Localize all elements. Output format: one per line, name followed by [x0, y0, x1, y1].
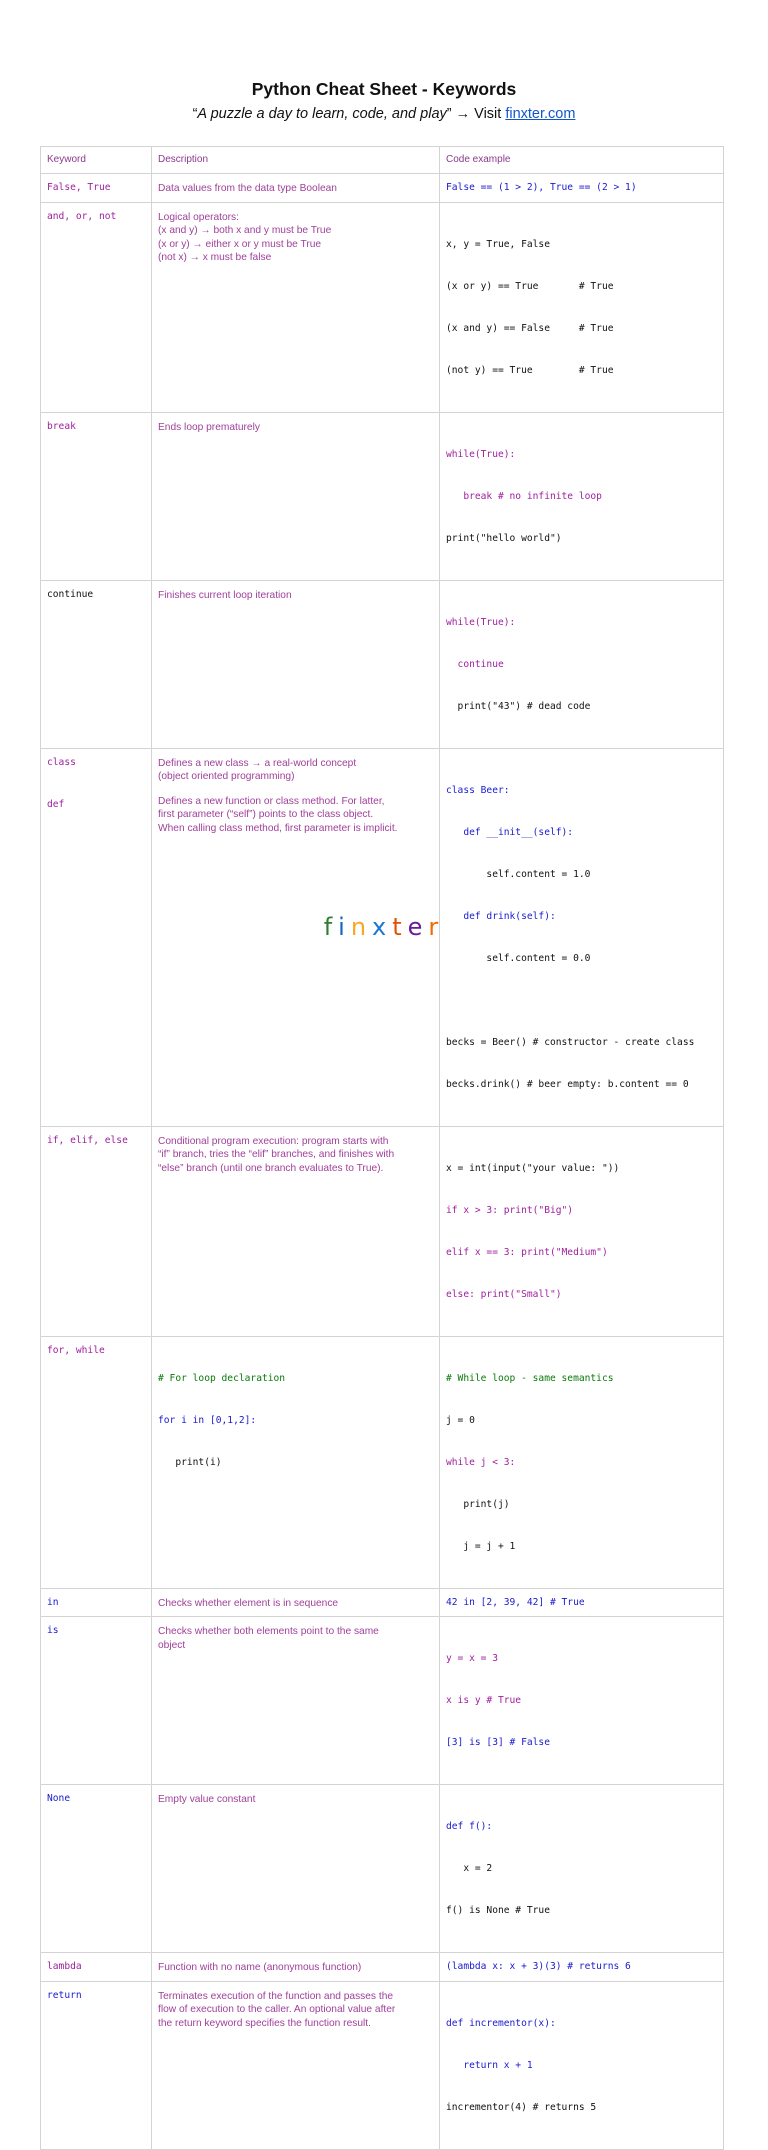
code-line: x, y = True, False [446, 238, 550, 250]
table-row [41, 1126, 724, 1336]
description-line: Finishes current loop iteration [158, 589, 292, 601]
keyword-text: False, True [47, 182, 111, 193]
description-line: Checks whether both elements point to the same [158, 1626, 379, 1638]
code-line: for i in [0,1,2]: [158, 1414, 257, 1426]
keyword-cell [41, 412, 152, 580]
code-line: x = 2 [446, 1863, 493, 1875]
keyword-cell [41, 1981, 152, 2149]
code-line: False == (1 > 2), True == (2 > 1) [446, 182, 637, 193]
code-line: j = 0 [446, 1414, 475, 1426]
description-cell [152, 412, 440, 580]
code-cell [440, 1126, 724, 1336]
description-cell [152, 1617, 440, 1785]
keyword-text: is [47, 1625, 59, 1637]
keywords-table [40, 146, 724, 2150]
code-line: becks = Beer() # constructor - create class [446, 1036, 695, 1048]
table-row [41, 174, 724, 203]
keyword-text: in [47, 1596, 59, 1608]
code-line: (lambda x: x + 3)(3) # returns 6 [446, 1961, 631, 1973]
code-cell-left [152, 1336, 440, 1588]
code-cell [440, 1617, 724, 1785]
keyword-text: break [47, 420, 76, 432]
description-line: the return keyword specifies the function result. [158, 2017, 371, 2029]
code-cell [440, 1953, 724, 1982]
description-line: flow of execution to the caller. An optional value after [158, 2004, 396, 2016]
description-cell [152, 174, 440, 203]
code-line: # For loop declaration [158, 1372, 286, 1384]
code-cell [440, 1785, 724, 1953]
description-line: first parameter (“self”) points to the class object. [158, 809, 374, 821]
code-line: [3] is [3] # False [446, 1737, 550, 1749]
code-line: becks.drink() # beer empty: b.content == 0 [446, 1078, 689, 1090]
description-line: “if” branch, tries the “elif” branches, and finishes with [158, 1149, 395, 1161]
code-cell [440, 412, 724, 580]
keyword-cell [41, 1336, 152, 1588]
table-row [41, 580, 724, 748]
table-row [41, 1785, 724, 1953]
code-line: break # no infinite loop [446, 490, 602, 502]
keyword-cell [41, 1785, 152, 1953]
code-cell [440, 1981, 724, 2149]
description-line: Defines a new function or class method. For latter, [158, 795, 385, 807]
code-cell [440, 202, 724, 412]
code-line: while j < 3: [446, 1456, 516, 1468]
description-line: Checks whether element is in sequence [158, 1597, 339, 1609]
table-row [41, 1981, 724, 2149]
code-line: x = int(input("your value: ")) [446, 1162, 620, 1174]
code-cell [440, 580, 724, 748]
header-keyword: Keyword [41, 147, 152, 174]
page-title: Python Cheat Sheet - Keywords [251, 79, 517, 99]
arrow-icon: → [455, 106, 471, 122]
table-row [41, 1588, 724, 1617]
code-line: incrementor(4) # returns 5 [446, 2101, 597, 2113]
finxter-logo [0, 913, 768, 941]
keyword-text: continue [47, 588, 94, 600]
description-line: Conditional program execution: program starts with [158, 1135, 389, 1147]
description-line: When calling class method, first parameter is implicit. [158, 822, 398, 834]
visit-text: Visit [474, 106, 502, 122]
table-row [41, 1336, 724, 1588]
logo-letter: t [392, 913, 408, 941]
code-line: class Beer: [446, 784, 510, 796]
code-line: (x or y) == True # True [446, 280, 614, 292]
description-line: Ends loop prematurely [158, 421, 260, 433]
description-line: (x and y) → both x and y must be True [158, 225, 332, 237]
description-cell [152, 1981, 440, 2149]
code-line: continue [446, 658, 504, 670]
header-description: Description [152, 147, 440, 174]
description-line: (object oriented programming) [158, 771, 295, 783]
code-cell [440, 1588, 724, 1617]
code-line: def drink(self): [446, 910, 556, 922]
table-header-row [41, 147, 724, 174]
table-row [41, 1953, 724, 1982]
code-cell [440, 1336, 724, 1588]
keyword-cell [41, 580, 152, 748]
code-cell [440, 174, 724, 203]
code-line: def incrementor(x): [446, 2017, 556, 2029]
keyword-text: and, or, not [47, 210, 117, 222]
code-line: elif x == 3: print("Medium") [446, 1246, 608, 1258]
description-cell [152, 1588, 440, 1617]
description-line: (not x) → x must be false [158, 252, 272, 264]
code-line: j = j + 1 [446, 1540, 516, 1552]
description-cell [152, 1953, 440, 1982]
keyword-text: if, elif, else [47, 1134, 128, 1146]
code-line: self.content = 1.0 [446, 868, 591, 880]
keyword-cell [41, 174, 152, 203]
keyword-cell [41, 202, 152, 412]
code-line: def f(): [446, 1821, 493, 1833]
keyword-cell [41, 1953, 152, 1982]
logo-letter: x [372, 913, 393, 941]
table-row [41, 202, 724, 412]
finxter-link[interactable]: finxter.com [505, 106, 576, 122]
description-cell [152, 202, 440, 412]
code-line: y = x = 3 [446, 1653, 498, 1665]
tagline: A puzzle a day to learn, code, and play [197, 106, 447, 122]
description-line: object [158, 1639, 186, 1651]
description-cell [152, 1785, 440, 1953]
code-line: x is y # True [446, 1695, 522, 1707]
description-cell [152, 580, 440, 748]
description-line: Terminates execution of the function and passes the [158, 1990, 394, 2002]
code-line: self.content = 0.0 [446, 952, 591, 964]
code-line: 42 in [2, 39, 42] # True [446, 1596, 585, 1608]
logo-letter: r [428, 913, 445, 941]
page-subtitle: “A puzzle a day to learn, code, and play” → Visit finxter.com [192, 106, 576, 122]
header-code-example: Code example [440, 147, 724, 174]
description-cell [152, 1126, 440, 1336]
description-line: Function with no name (anonymous function) [158, 1962, 362, 1974]
keyword-text: def [47, 798, 65, 810]
description-line: Defines a new class → a real-world concept [158, 757, 357, 769]
keyword-cell [41, 1588, 152, 1617]
code-line: print(i) [158, 1456, 222, 1468]
description-line: Empty value constant [158, 1794, 256, 1806]
code-line: def __init__(self): [446, 826, 574, 838]
logo-letter: f [323, 913, 339, 941]
keyword-text: for, while [47, 1344, 105, 1356]
table-row [41, 412, 724, 580]
code-line: print("43") # dead code [446, 700, 591, 712]
code-line: return x + 1 [446, 2059, 533, 2071]
code-line: # While loop - same semantics [446, 1372, 614, 1384]
code-line: print(j) [446, 1498, 510, 1510]
description-line: Data values from the data type Boolean [158, 183, 337, 194]
code-line: print("hello world") [446, 532, 562, 544]
description-line: (x or y) → either x or y must be True [158, 238, 322, 250]
keyword-text: lambda [47, 1961, 82, 1973]
logo-letter: n [350, 913, 373, 941]
keyword-cell [41, 1617, 152, 1785]
keyword-text: return [47, 1989, 82, 2001]
code-line: f() is None # True [446, 1905, 550, 1917]
keyword-cell [41, 1126, 152, 1336]
code-line: (x and y) == False # True [446, 322, 614, 334]
keyword-text: class [47, 756, 76, 768]
logo-letter: e [407, 913, 429, 941]
code-line: while(True): [446, 448, 516, 460]
description-line: “else” branch (until one branch evaluates to True). [158, 1162, 384, 1174]
table-row [41, 1617, 724, 1785]
keyword-text: None [47, 1793, 71, 1805]
code-line: if x > 3: print("Big") [446, 1204, 574, 1216]
logo-letter: i [338, 913, 351, 941]
code-line: while(True): [446, 616, 516, 628]
code-line: (not y) == True # True [446, 364, 614, 376]
description-line: Logical operators: [158, 211, 239, 223]
code-line: else: print("Small") [446, 1288, 562, 1300]
